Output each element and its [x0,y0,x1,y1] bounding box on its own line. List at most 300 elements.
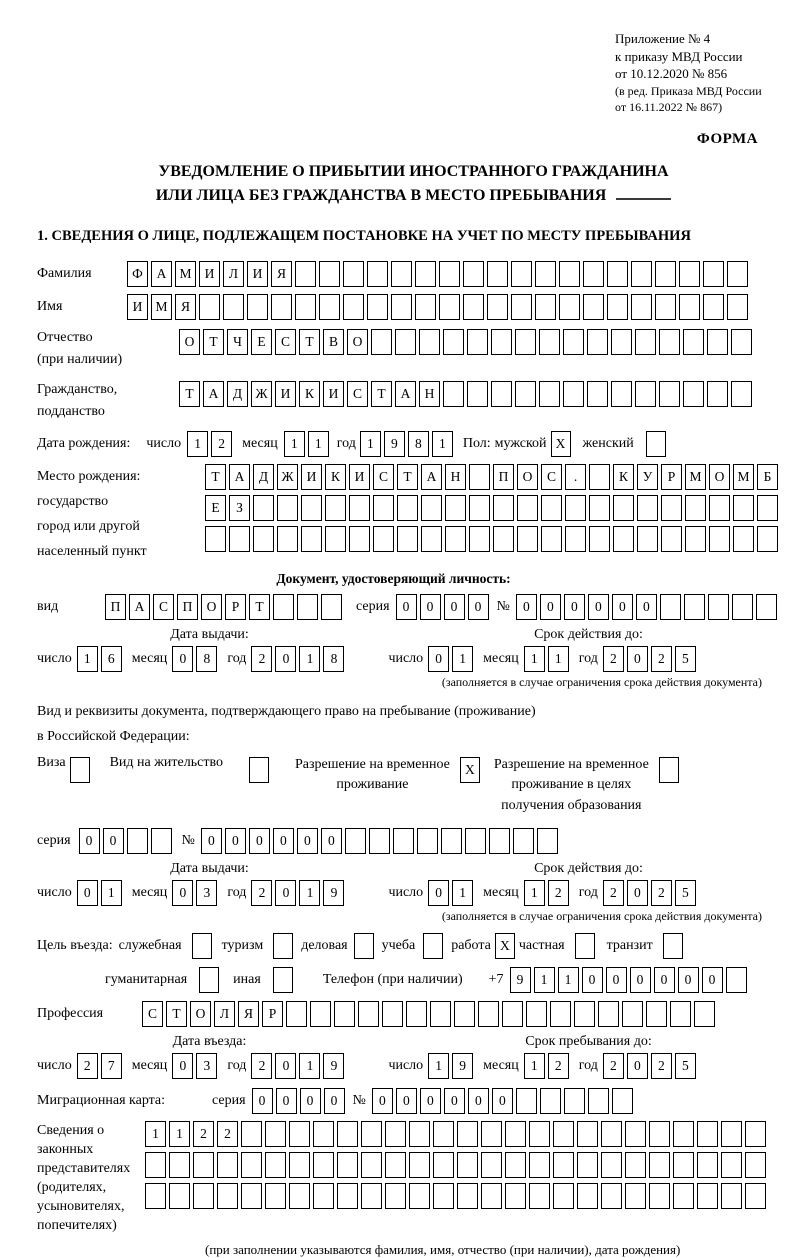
char-cell[interactable] [433,1121,454,1147]
char-cell[interactable] [241,1183,262,1209]
char-cell[interactable]: 3 [196,880,217,906]
char-cell[interactable]: 9 [510,967,531,993]
char-cell[interactable]: Р [661,464,682,490]
char-cell[interactable] [493,495,514,521]
char-cell[interactable]: Ф [127,261,148,287]
char-cell[interactable] [707,381,728,407]
char-cell[interactable] [397,495,418,521]
char-cell[interactable]: 1 [360,431,381,457]
char-cell[interactable]: Я [238,1001,259,1027]
char-cell[interactable]: С [153,594,174,620]
char-cell[interactable] [709,526,730,552]
char-cell[interactable]: 5 [675,646,696,672]
char-cell[interactable]: С [347,381,368,407]
char-cell[interactable] [271,294,292,320]
char-cell[interactable] [467,329,488,355]
char-cell[interactable] [217,1183,238,1209]
char-cell[interactable] [721,1183,742,1209]
char-cell[interactable]: 0 [516,594,537,620]
char-cell[interactable] [277,526,298,552]
char-cell[interactable] [229,526,250,552]
char-cell[interactable]: А [129,594,150,620]
char-cell[interactable] [563,381,584,407]
char-cell[interactable]: 1 [428,1053,449,1079]
char-cell[interactable]: 1 [101,880,122,906]
char-cell[interactable] [430,1001,451,1027]
char-cell[interactable] [673,1183,694,1209]
char-cell[interactable] [241,1121,262,1147]
char-cell[interactable] [417,828,438,854]
char-cell[interactable] [601,1183,622,1209]
char-cell[interactable] [337,1152,358,1178]
char-cell[interactable] [559,294,580,320]
char-cell[interactable] [565,495,586,521]
char-cell[interactable]: 0 [627,1053,648,1079]
char-cell[interactable] [529,1183,550,1209]
char-cell[interactable] [443,329,464,355]
char-cell[interactable] [661,495,682,521]
char-cell[interactable]: 0 [702,967,723,993]
char-cell[interactable]: 0 [654,967,675,993]
char-cell[interactable]: 0 [297,828,318,854]
char-cell[interactable] [732,594,753,620]
char-cell[interactable] [487,261,508,287]
char-cell[interactable] [607,294,628,320]
char-cell[interactable] [659,329,680,355]
char-cell[interactable] [631,294,652,320]
char-cell[interactable]: К [299,381,320,407]
char-cell[interactable] [445,495,466,521]
char-cell[interactable]: 8 [196,646,217,672]
char-cell[interactable]: Л [214,1001,235,1027]
checkbox-cell[interactable]: X [460,757,480,783]
char-cell[interactable]: 0 [588,594,609,620]
char-cell[interactable] [145,1183,166,1209]
char-cell[interactable] [397,526,418,552]
char-cell[interactable] [553,1152,574,1178]
char-cell[interactable] [349,526,370,552]
char-cell[interactable]: 2 [548,1053,569,1079]
char-cell[interactable] [313,1152,334,1178]
char-cell[interactable]: П [105,594,126,620]
char-cell[interactable]: П [493,464,514,490]
char-cell[interactable] [319,261,340,287]
char-cell[interactable] [457,1121,478,1147]
char-cell[interactable] [565,526,586,552]
char-cell[interactable]: М [175,261,196,287]
char-cell[interactable]: 0 [540,594,561,620]
char-cell[interactable] [463,294,484,320]
char-cell[interactable] [529,1152,550,1178]
char-cell[interactable] [611,381,632,407]
char-cell[interactable]: 0 [396,594,417,620]
char-cell[interactable]: 0 [273,828,294,854]
char-cell[interactable] [361,1121,382,1147]
char-cell[interactable] [598,1001,619,1027]
checkbox-cell[interactable] [663,933,683,959]
char-cell[interactable]: 2 [651,646,672,672]
char-cell[interactable] [612,1088,633,1114]
checkbox-cell[interactable] [70,757,90,783]
char-cell[interactable] [697,1183,718,1209]
char-cell[interactable] [393,828,414,854]
char-cell[interactable]: А [229,464,250,490]
char-cell[interactable]: 5 [675,880,696,906]
char-cell[interactable] [685,495,706,521]
char-cell[interactable]: 2 [211,431,232,457]
char-cell[interactable] [601,1152,622,1178]
char-cell[interactable] [683,381,704,407]
char-cell[interactable]: 7 [101,1053,122,1079]
char-cell[interactable] [526,1001,547,1027]
char-cell[interactable] [673,1152,694,1178]
char-cell[interactable] [541,526,562,552]
char-cell[interactable] [491,381,512,407]
char-cell[interactable]: 0 [275,1053,296,1079]
char-cell[interactable] [563,329,584,355]
char-cell[interactable] [660,594,681,620]
char-cell[interactable]: Т [203,329,224,355]
char-cell[interactable] [516,1088,537,1114]
char-cell[interactable] [467,381,488,407]
char-cell[interactable] [349,495,370,521]
char-cell[interactable] [301,495,322,521]
char-cell[interactable]: 1 [299,646,320,672]
char-cell[interactable] [587,381,608,407]
char-cell[interactable]: О [190,1001,211,1027]
char-cell[interactable] [265,1152,286,1178]
char-cell[interactable] [611,329,632,355]
char-cell[interactable]: 1 [432,431,453,457]
char-cell[interactable] [601,1121,622,1147]
char-cell[interactable]: 0 [630,967,651,993]
char-cell[interactable] [635,329,656,355]
checkbox-cell[interactable] [354,933,374,959]
char-cell[interactable]: Е [251,329,272,355]
char-cell[interactable] [589,495,610,521]
char-cell[interactable]: О [179,329,200,355]
char-cell[interactable]: О [709,464,730,490]
char-cell[interactable] [707,329,728,355]
char-cell[interactable] [217,1152,238,1178]
char-cell[interactable]: . [565,464,586,490]
char-cell[interactable]: 0 [444,594,465,620]
char-cell[interactable] [289,1121,310,1147]
char-cell[interactable]: 0 [225,828,246,854]
char-cell[interactable]: 9 [323,1053,344,1079]
char-cell[interactable] [361,1152,382,1178]
char-cell[interactable]: 0 [420,1088,441,1114]
char-cell[interactable]: Т [179,381,200,407]
char-cell[interactable]: И [247,261,268,287]
char-cell[interactable]: С [275,329,296,355]
char-cell[interactable]: 0 [564,594,585,620]
char-cell[interactable]: 1 [534,967,555,993]
char-cell[interactable] [247,294,268,320]
char-cell[interactable] [684,594,705,620]
char-cell[interactable] [625,1121,646,1147]
char-cell[interactable] [511,294,532,320]
char-cell[interactable] [655,294,676,320]
char-cell[interactable] [489,828,510,854]
char-cell[interactable]: И [349,464,370,490]
char-cell[interactable]: 2 [251,1053,272,1079]
char-cell[interactable] [334,1001,355,1027]
char-cell[interactable]: 0 [468,1088,489,1114]
char-cell[interactable] [151,828,172,854]
char-cell[interactable] [409,1121,430,1147]
char-cell[interactable]: 0 [678,967,699,993]
char-cell[interactable] [325,526,346,552]
char-cell[interactable]: 1 [524,1053,545,1079]
char-cell[interactable] [465,828,486,854]
char-cell[interactable] [637,526,658,552]
char-cell[interactable] [469,526,490,552]
char-cell[interactable] [502,1001,523,1027]
char-cell[interactable]: 0 [582,967,603,993]
char-cell[interactable] [685,526,706,552]
char-cell[interactable] [491,329,512,355]
char-cell[interactable] [193,1183,214,1209]
char-cell[interactable]: 0 [321,828,342,854]
char-cell[interactable] [583,294,604,320]
checkbox-cell[interactable] [199,967,219,993]
char-cell[interactable] [649,1183,670,1209]
char-cell[interactable] [415,261,436,287]
char-cell[interactable] [757,495,778,521]
char-cell[interactable]: 0 [172,646,193,672]
char-cell[interactable] [265,1183,286,1209]
char-cell[interactable] [391,261,412,287]
char-cell[interactable]: 9 [452,1053,473,1079]
char-cell[interactable]: 0 [612,594,633,620]
char-cell[interactable] [169,1152,190,1178]
char-cell[interactable]: Е [205,495,226,521]
char-cell[interactable]: 1 [452,880,473,906]
char-cell[interactable] [295,261,316,287]
char-cell[interactable]: 0 [172,1053,193,1079]
char-cell[interactable] [439,261,460,287]
char-cell[interactable] [367,261,388,287]
char-cell[interactable]: Т [166,1001,187,1027]
char-cell[interactable] [145,1152,166,1178]
char-cell[interactable] [361,1183,382,1209]
char-cell[interactable] [319,294,340,320]
char-cell[interactable] [553,1121,574,1147]
char-cell[interactable] [756,594,777,620]
char-cell[interactable] [727,261,748,287]
char-cell[interactable]: 0 [627,880,648,906]
char-cell[interactable]: Н [419,381,440,407]
char-cell[interactable] [529,1121,550,1147]
char-cell[interactable] [537,828,558,854]
char-cell[interactable]: Д [253,464,274,490]
char-cell[interactable] [358,1001,379,1027]
char-cell[interactable] [421,526,442,552]
char-cell[interactable]: 1 [548,646,569,672]
char-cell[interactable]: 2 [77,1053,98,1079]
char-cell[interactable] [670,1001,691,1027]
char-cell[interactable]: 0 [276,1088,297,1114]
char-cell[interactable] [439,294,460,320]
char-cell[interactable] [169,1183,190,1209]
char-cell[interactable] [709,495,730,521]
char-cell[interactable]: 1 [77,646,98,672]
char-cell[interactable] [382,1001,403,1027]
char-cell[interactable]: 1 [558,967,579,993]
char-cell[interactable]: 0 [606,967,627,993]
char-cell[interactable]: Т [299,329,320,355]
char-cell[interactable]: 1 [452,646,473,672]
char-cell[interactable]: Ч [227,329,248,355]
checkbox-cell[interactable] [575,933,595,959]
char-cell[interactable]: 2 [251,880,272,906]
char-cell[interactable] [683,329,704,355]
char-cell[interactable] [421,495,442,521]
char-cell[interactable] [321,594,342,620]
checkbox-cell[interactable] [646,431,666,457]
checkbox-cell[interactable] [192,933,212,959]
char-cell[interactable]: Т [371,381,392,407]
char-cell[interactable] [708,594,729,620]
char-cell[interactable] [649,1121,670,1147]
char-cell[interactable] [589,464,610,490]
char-cell[interactable]: С [142,1001,163,1027]
char-cell[interactable] [286,1001,307,1027]
char-cell[interactable]: 1 [308,431,329,457]
char-cell[interactable] [493,526,514,552]
checkbox-cell[interactable] [273,933,293,959]
char-cell[interactable] [577,1121,598,1147]
char-cell[interactable] [721,1121,742,1147]
char-cell[interactable]: П [177,594,198,620]
char-cell[interactable] [583,261,604,287]
char-cell[interactable] [511,261,532,287]
char-cell[interactable] [661,526,682,552]
char-cell[interactable] [679,261,700,287]
char-cell[interactable]: 2 [548,880,569,906]
char-cell[interactable] [487,294,508,320]
char-cell[interactable] [721,1152,742,1178]
char-cell[interactable]: К [325,464,346,490]
char-cell[interactable] [574,1001,595,1027]
char-cell[interactable]: Н [445,464,466,490]
char-cell[interactable]: 0 [300,1088,321,1114]
char-cell[interactable]: 3 [196,1053,217,1079]
char-cell[interactable]: 0 [428,646,449,672]
char-cell[interactable] [313,1183,334,1209]
char-cell[interactable] [395,329,416,355]
char-cell[interactable]: 2 [603,880,624,906]
checkbox-cell[interactable]: X [495,933,515,959]
char-cell[interactable] [659,381,680,407]
char-cell[interactable] [513,828,534,854]
char-cell[interactable] [727,294,748,320]
char-cell[interactable] [457,1152,478,1178]
char-cell[interactable]: 0 [468,594,489,620]
char-cell[interactable]: З [229,495,250,521]
char-cell[interactable]: И [127,294,148,320]
char-cell[interactable] [325,495,346,521]
char-cell[interactable]: О [347,329,368,355]
char-cell[interactable] [295,294,316,320]
char-cell[interactable] [733,526,754,552]
checkbox-cell[interactable]: X [551,431,571,457]
char-cell[interactable]: 2 [193,1121,214,1147]
char-cell[interactable]: 1 [284,431,305,457]
char-cell[interactable] [745,1121,766,1147]
char-cell[interactable]: 0 [77,880,98,906]
char-cell[interactable] [441,828,462,854]
char-cell[interactable] [223,294,244,320]
char-cell[interactable] [463,261,484,287]
char-cell[interactable]: А [151,261,172,287]
char-cell[interactable]: 0 [444,1088,465,1114]
char-cell[interactable] [289,1152,310,1178]
char-cell[interactable] [649,1152,670,1178]
char-cell[interactable] [505,1183,526,1209]
char-cell[interactable] [385,1183,406,1209]
char-cell[interactable]: М [733,464,754,490]
char-cell[interactable]: А [203,381,224,407]
char-cell[interactable] [297,594,318,620]
char-cell[interactable]: К [613,464,634,490]
char-cell[interactable] [469,495,490,521]
char-cell[interactable]: Б [757,464,778,490]
char-cell[interactable]: 1 [145,1121,166,1147]
char-cell[interactable] [635,381,656,407]
char-cell[interactable] [745,1183,766,1209]
char-cell[interactable]: 0 [201,828,222,854]
char-cell[interactable] [343,294,364,320]
char-cell[interactable]: А [421,464,442,490]
char-cell[interactable]: О [517,464,538,490]
char-cell[interactable]: Ж [277,464,298,490]
char-cell[interactable]: Т [397,464,418,490]
char-cell[interactable]: 8 [323,646,344,672]
char-cell[interactable] [757,526,778,552]
char-cell[interactable]: 0 [627,646,648,672]
char-cell[interactable]: Т [205,464,226,490]
char-cell[interactable] [433,1183,454,1209]
char-cell[interactable]: 1 [169,1121,190,1147]
char-cell[interactable]: 5 [675,1053,696,1079]
char-cell[interactable] [391,294,412,320]
char-cell[interactable]: 2 [651,1053,672,1079]
char-cell[interactable]: М [151,294,172,320]
char-cell[interactable]: 0 [172,880,193,906]
char-cell[interactable] [726,967,747,993]
char-cell[interactable] [273,594,294,620]
char-cell[interactable] [588,1088,609,1114]
char-cell[interactable] [697,1121,718,1147]
char-cell[interactable] [703,261,724,287]
char-cell[interactable]: 2 [603,1053,624,1079]
char-cell[interactable]: 0 [275,880,296,906]
char-cell[interactable] [241,1152,262,1178]
char-cell[interactable] [517,526,538,552]
char-cell[interactable] [469,464,490,490]
char-cell[interactable] [541,495,562,521]
char-cell[interactable] [515,381,536,407]
char-cell[interactable] [607,261,628,287]
char-cell[interactable] [253,495,274,521]
char-cell[interactable]: 0 [79,828,100,854]
char-cell[interactable] [409,1183,430,1209]
char-cell[interactable] [577,1183,598,1209]
char-cell[interactable] [419,329,440,355]
char-cell[interactable] [515,329,536,355]
